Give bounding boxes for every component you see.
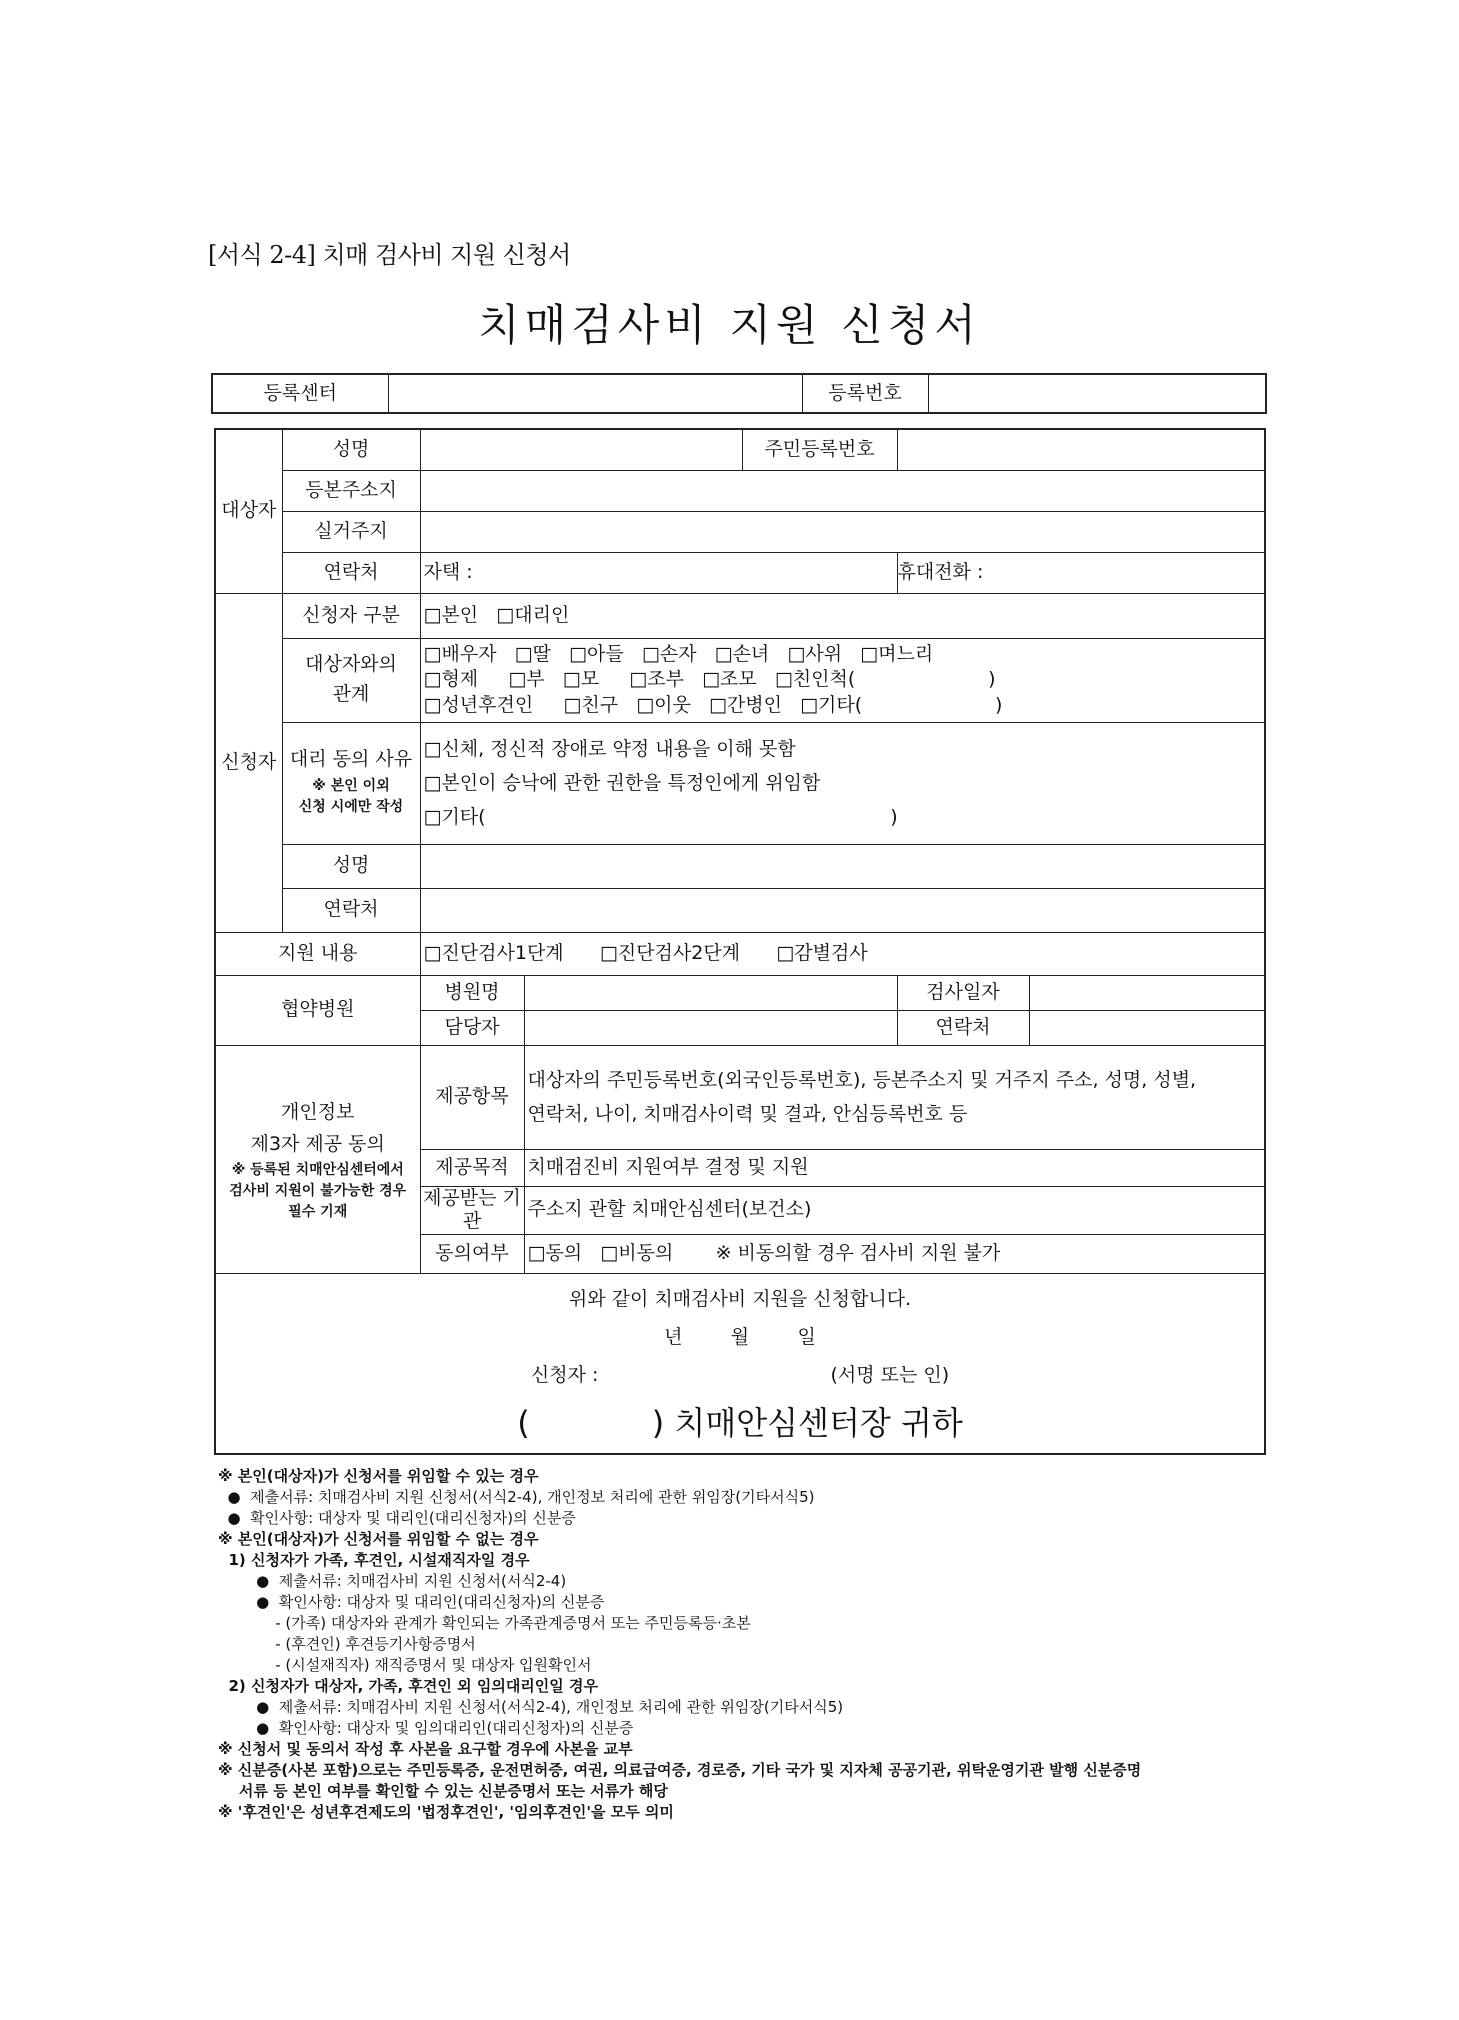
applicant-section-label: 신청자 [215, 593, 282, 932]
proxy-reason-label-cell [282, 722, 420, 844]
signature-block [215, 1274, 1265, 1454]
page-title: 치매검사비 지원 신청서 [478, 301, 981, 351]
hospital-name-field[interactable] [524, 975, 897, 1010]
signature-statement: 위와 같이 치매검사비 지원을 신청합니다. [568, 1288, 912, 1310]
main-form-table [214, 428, 1266, 1455]
hospital-name-label: 병원명 [420, 975, 524, 1010]
purpose-value: 치매검진비 지원여부 결정 및 지원 [524, 1149, 1265, 1186]
note-4a: ※ 신분증(사본 포함)으로는 주민등록증, 운전면허증, 여권, 의료급여증, 경로증, 기타 국가 및 지자체 공공기관, 위탁운영기관 발행 신분증명 [218, 1761, 1142, 1779]
subject-rrn-field[interactable] [897, 429, 1265, 470]
subject-contact-label: 연락처 [282, 552, 420, 593]
exam-date-label: 검사일자 [897, 975, 1029, 1010]
home-phone-label: 자택 : [423, 560, 473, 583]
proxy-note-line1: ※ 본인 이외 [312, 777, 390, 794]
relation-label-line1: 대상자와의 [305, 653, 397, 676]
applicant-name-field[interactable] [420, 844, 1265, 888]
registration-table [211, 373, 1267, 414]
purpose-label: 제공목적 [420, 1149, 524, 1186]
note-2-case1: 1) 신청자가 가족, 후견인, 시설재직자일 경우 [218, 1551, 530, 1569]
hospital-contact-field[interactable] [1029, 1010, 1265, 1045]
registered-address-field[interactable] [420, 470, 1265, 511]
privacy-note-line3: 필수 기재 [288, 1203, 348, 1220]
privacy-label-cell [215, 1045, 420, 1274]
note-1a: ● 제출서류: 치매검사비 지원 신청서(서식2-4), 개인정보 처리에 관한 위임장(기타서식5) [218, 1488, 815, 1506]
subject-rrn-label: 주민등록번호 [742, 429, 897, 470]
hospital-contact-label: 연락처 [897, 1010, 1029, 1045]
consent-options[interactable]: □동의 □비동의 ※ 비동의할 경우 검사비 지원 불가 [524, 1235, 1265, 1274]
note-2-case1e: - (시설재직자) 재직증명서 및 대상자 입원확인서 [218, 1656, 592, 1674]
relation-label-line2: 관계 [332, 683, 370, 705]
home-phone-field[interactable] [420, 552, 897, 593]
relation-options[interactable] [420, 638, 1265, 722]
provided-items-line1: 대상자의 주민등록번호(외국인등록번호), 등본주소지 및 거주지 주소, 성명, 성별, [527, 1069, 1197, 1091]
signature-applicant-label: 신청자 : [530, 1364, 599, 1386]
hospital-staff-label: 담당자 [420, 1010, 524, 1045]
subject-name-label: 성명 [282, 429, 420, 470]
note-5: ※ '후견인'은 성년후견제도의 '법정후견인', '임의후견인'을 모두 의미 [218, 1803, 674, 1821]
provided-items-line2: 연락처, 나이, 치매검사이력 및 결과, 안심등록번호 등 [527, 1103, 968, 1125]
applicant-contact-label: 연락처 [282, 888, 420, 932]
applicant-type-options[interactable]: □본인 □대리인 [420, 593, 1265, 638]
relation-label [282, 638, 420, 722]
subject-name-field[interactable] [420, 429, 742, 470]
hospital-label: 협약병원 [215, 975, 420, 1045]
number-field[interactable] [928, 374, 1266, 413]
relation-row-3[interactable]: □성년후견인 □친구 □이웃 □간병인 □기타( ) [423, 693, 1003, 716]
recipient-value: 주소지 관할 치매안심센터(보건소) [524, 1186, 1265, 1235]
note-2-case1a: ● 제출서류: 치매검사비 지원 신청서(서식2-4) [218, 1572, 567, 1590]
recipient-label: 제공받는 기관 [420, 1186, 524, 1235]
note-2-case1c: - (가족) 대상자와 관계가 확인되는 가족관계증명서 또는 주민등록등·초본 [218, 1614, 751, 1632]
mobile-field[interactable] [897, 552, 1265, 593]
form-number-label: [서식 2-4] 치매 검사비 지원 신청서 [208, 241, 571, 269]
number-label: 등록번호 [802, 374, 928, 413]
proxy-reason-options[interactable] [420, 722, 1265, 844]
proxy-note-line2: 신청 시에만 작성 [298, 798, 404, 815]
center-field[interactable] [388, 374, 802, 413]
registered-address-label: 등본주소지 [282, 470, 420, 511]
center-label: 등록센터 [212, 374, 388, 413]
proxy-reason-label: 대리 동의 사유 [289, 748, 413, 771]
privacy-label-line1: 개인정보 [281, 1100, 355, 1123]
note-1: ※ 본인(대상자)가 신청서를 위임할 수 있는 경우 [218, 1467, 539, 1485]
subject-section-label: 대상자 [215, 429, 282, 593]
note-2: ※ 본인(대상자)가 신청서를 위임할 수 없는 경우 [218, 1530, 539, 1548]
proxy-option-2[interactable]: □본인이 승낙에 관한 권한을 특정인에게 위임함 [423, 772, 821, 794]
note-2-case1d: - (후견인) 후견등기사항증명서 [218, 1635, 476, 1653]
note-4b: 서류 등 본인 여부를 확인할 수 있는 신분증명서 또는 서류가 해당 [218, 1782, 668, 1800]
applicant-type-label: 신청자 구분 [282, 593, 420, 638]
consent-label: 동의여부 [420, 1235, 524, 1274]
note-2-case2b: ● 확인사항: 대상자 및 임의대리인(대리신청자)의 신분증 [218, 1719, 634, 1737]
exam-date-field[interactable] [1029, 975, 1265, 1010]
note-2-case2a: ● 제출서류: 치매검사비 지원 신청서(서식2-4), 개인정보 처리에 관한 위임장(기타서식5) [218, 1698, 844, 1716]
note-2-case1b: ● 확인사항: 대상자 및 대리인(대리신청자)의 신분증 [218, 1593, 605, 1611]
support-label: 지원 내용 [215, 932, 420, 975]
note-2-case2: 2) 신청자가 대상자, 가족, 후견인 외 임의대리인일 경우 [218, 1677, 598, 1695]
note-3: ※ 신청서 및 동의서 작성 후 사본을 요구할 경우에 사본을 교부 [218, 1740, 633, 1758]
signature-addressee: ( ) 치매안심센터장 귀하 [517, 1404, 963, 1442]
actual-address-label: 실거주지 [282, 511, 420, 552]
note-1b: ● 확인사항: 대상자 및 대리인(대리신청자)의 신분증 [218, 1509, 576, 1527]
privacy-label-line2: 제3자 제공 동의 [250, 1132, 385, 1155]
signature-hint: (서명 또는 인) [830, 1364, 950, 1386]
provided-items-label: 제공항목 [420, 1045, 524, 1149]
support-options[interactable]: □진단검사1단계 □진단검사2단계 □감별검사 [420, 932, 1265, 975]
privacy-note-line1: ※ 등록된 치매안심센터에서 [231, 1161, 404, 1178]
proxy-option-3[interactable]: □기타( ) [423, 806, 898, 828]
provided-items-value [524, 1045, 1265, 1149]
actual-address-field[interactable] [420, 511, 1265, 552]
signature-applicant-line[interactable] [219, 1356, 1261, 1394]
mobile-label: 휴대전화 : [897, 560, 984, 583]
proxy-option-1[interactable]: □신체, 정신적 장애로 약정 내용을 이해 못함 [423, 738, 796, 760]
applicant-name-label: 성명 [282, 844, 420, 888]
relation-row-2[interactable]: □형제 □부 □모 □조부 □조모 □친인척( ) [423, 668, 996, 691]
notes-section [218, 1466, 1278, 1823]
applicant-contact-field[interactable] [420, 888, 1265, 932]
signature-date-line[interactable]: 년 월 일 [664, 1326, 816, 1348]
hospital-staff-field[interactable] [524, 1010, 897, 1045]
relation-row-1[interactable]: □배우자 □딸 □아들 □손자 □손녀 □사위 □며느리 [423, 642, 934, 665]
privacy-note-line2: 검사비 지원이 불가능한 경우 [229, 1182, 407, 1199]
